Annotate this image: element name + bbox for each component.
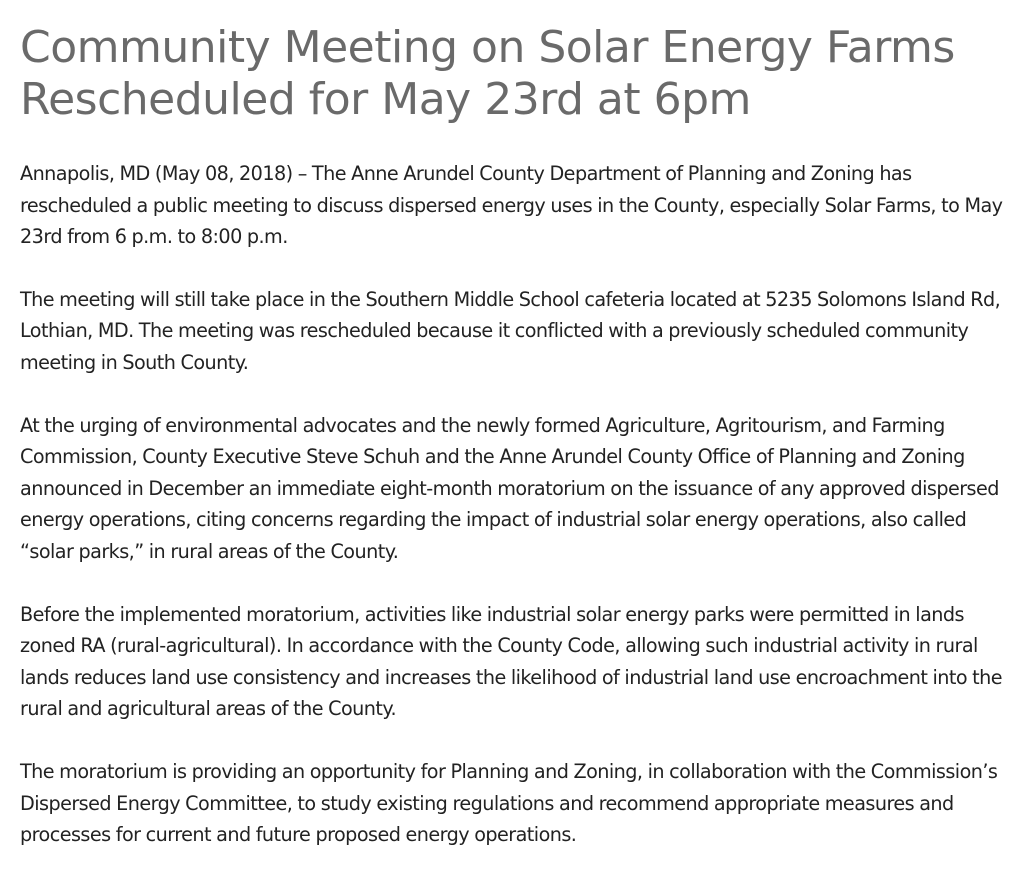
article-headline: Community Meeting on Solar Energy Farms Rescheduled for May 23rd at 6pm: [20, 22, 955, 125]
article-paragraph-location: The meeting will still take place in the Southern Middle School cafeteria located at 5235 Solomons Island Rd, Lothian, MD. The meeting was rescheduled because it conflicted with a previously scheduled community meeting in South County.: [20, 287, 1001, 374]
article-paragraph-background: Before the implemented moratorium, activities like industrial solar energy parks were permitted in lands zoned RA (rural-agricultural). In accordance with the County Code, allowing such industrial activity in rural lands reduces land use consistency and increases the likelihood of industrial land use encroachment into the rural and agricultural areas of the County.: [20, 602, 1003, 721]
article-paragraph-opportunity: The moratorium is providing an opportunity for Planning and Zoning, in collaboration with the Commission’s Dispersed Energy Committee, to study existing regulations and recommend appropriate measures and processes for current and future proposed energy operations.: [20, 759, 998, 847]
article-paragraph-moratorium: At the urging of environmental advocates and the newly formed Agriculture, Agritourism, and Farming Commission, County Executive Steve Schuh and the Anne Arundel County Office of Planning and Zoning announced in December an immediate eight-month moratorium on the issuance of any approved dispersed energy operations, citing concerns regarding the impact of industrial solar energy operations, also called “solar parks,” in rural areas of the County.: [20, 413, 999, 563]
news-article: [20, 22, 1010, 882]
article-paragraph-intro: Annapolis, MD (May 08, 2018) – The Anne Arundel County Department of Planning and Zoning has rescheduled a public meeting to discuss dispersed energy uses in the County, especially Solar Farms, to May 23rd from 6 p.m. to 8:00 p.m.: [20, 162, 1003, 249]
